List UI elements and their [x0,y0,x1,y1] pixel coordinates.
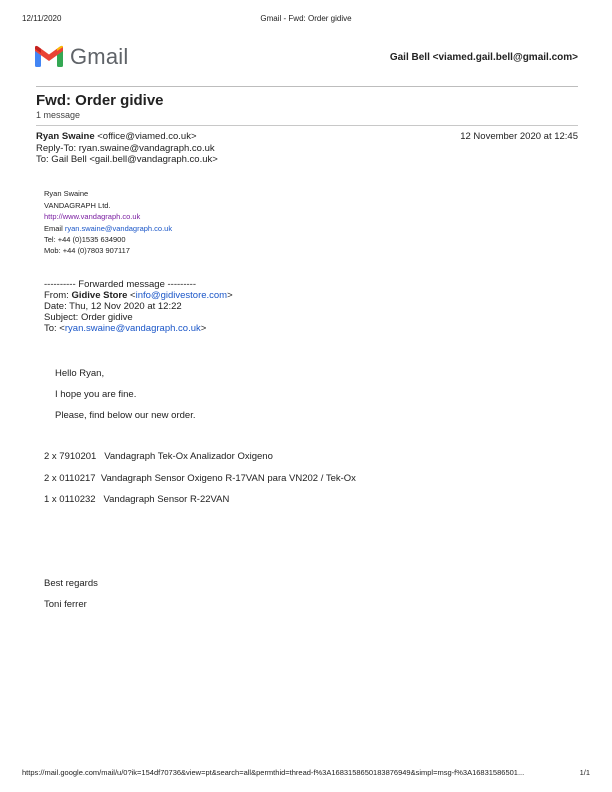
body-closing: Best regards [44,578,98,589]
to-line: To: Gail Bell <gail.bell@vandagraph.co.uk> [36,154,218,165]
forwarded-date: Date: Thu, 12 Nov 2020 at 12:22 [44,301,182,312]
message-from[interactable] [36,131,197,142]
forwarded-from-name: Gidive Store [71,290,128,301]
forwarded-subject: Subject: Order gidive [44,312,133,323]
message-count: 1 message [36,110,81,120]
forwarded-from-lt: < [127,290,136,301]
print-page-number: 1/1 [579,768,590,777]
forwarded-to-label: To: < [44,323,65,334]
signature-name: Ryan Swaine [44,189,89,198]
signature-email-line [44,224,172,233]
body-line-2: Please, find below our new order. [55,410,196,421]
signature-email-label: Email [44,224,65,233]
signature-company: VANDAGRAPH Ltd. [44,201,111,210]
gmail-wordmark: Gmail [70,44,129,69]
forwarded-from [44,290,233,301]
forwarded-from-gt: > [227,290,233,301]
message-date: 12 November 2020 at 12:45 [460,131,578,142]
forwarded-to-gt: > [200,323,207,334]
forwarded-to [44,323,206,334]
forwarded-to-email-link[interactable]: ryan.swaine@vandagraph.co.uk [64,323,201,334]
order-item: 2 x 0110217 Vandagraph Sensor Oxigeno R-17VAN para VN202 / Tek-Ox [44,473,356,484]
subject-divider [36,125,578,126]
print-date: 12/11/2020 [22,14,62,23]
account-label: Gail Bell <viamed.gail.bell@gmail.com> [389,52,578,63]
header-divider [36,86,578,87]
signature-email-link[interactable]: ryan.swaine@vandagraph.co.uk [64,224,173,233]
reply-to-line: Reply-To: ryan.swaine@vandagraph.co.uk [36,143,215,154]
forwarded-divider: ---------- Forwarded message --------- [44,279,196,290]
signature-tel: Tel: +44 (0)1535 634900 [44,235,126,244]
forwarded-from-email-link[interactable]: info@gidivestore.com [135,290,228,301]
body-greeting: Hello Ryan, [55,368,105,379]
gmail-envelope-icon [34,44,64,68]
sender-email: <office@viamed.co.uk> [94,131,197,142]
print-footer-url: https://mail.google.com/mail/u/0?ik=154df70736&view=pt&search=all&permthid=thread-f%3A1683158650183876949&simpl=msg-f%3A16831586501... [22,768,525,777]
forwarded-from-label: From: [44,290,72,301]
print-title: Gmail - Fwd: Order gidive [260,14,352,23]
sender-name: Ryan Swaine [36,131,95,142]
signature-mob: Mob: +44 (0)7803 907117 [44,246,130,255]
gmail-logo[interactable] [34,44,134,70]
order-item: 2 x 7910201 Vandagraph Tek-Ox Analizador Oxigeno [44,451,273,462]
body-sender: Toni ferrer [44,599,87,610]
body-line-1: I hope you are fine. [55,389,137,400]
thread-subject: Fwd: Order gidive [36,92,164,109]
order-item: 1 x 0110232 Vandagraph Sensor R-22VAN [44,494,230,505]
signature-website-link[interactable]: http://www.vandagraph.co.uk [44,212,141,221]
